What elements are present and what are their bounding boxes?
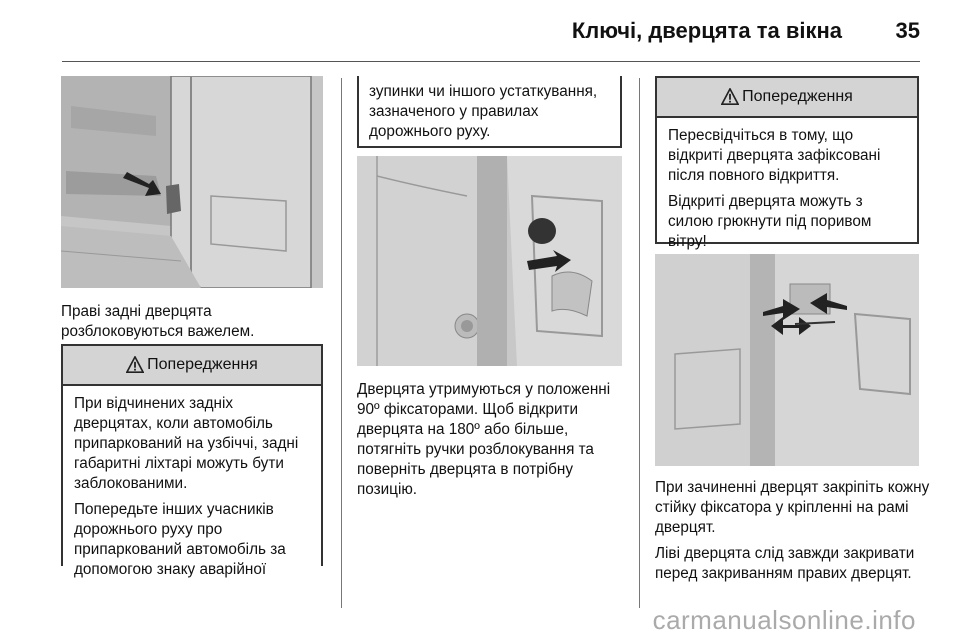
header-divider: [62, 61, 920, 62]
warning-box-right: [655, 76, 919, 250]
right-paragraph: Ліві дверцята слід завжди закривати перед закриванням правих дверцят.: [655, 545, 915, 582]
warning-triangle-icon: [126, 356, 144, 374]
column-divider-left: [341, 78, 342, 608]
warning-heading: Попередження: [147, 356, 258, 373]
middle-caption: Дверцята утримуються у положенні 90º фіксаторами. Щоб відкрити дверцята на 180º або більше, потягніть ручки розблокування та поверніть дверцята в потрібну позицію.: [357, 381, 611, 498]
warning-paragraph: Відкриті дверцята можуть з силою грюкнути під поривом вітру!: [668, 193, 872, 250]
warning-triangle-icon: [721, 88, 739, 106]
rear-door-lever-illustration: [61, 76, 323, 288]
right-paragraph: При зачиненні дверцят закріпіть кожну стійку фіксатора у кріпленні на рамі дверцят.: [655, 479, 930, 536]
warning-header: [657, 78, 917, 118]
page-title: Ключі, дверцята та вікна: [571, 18, 842, 43]
warning-header: [63, 346, 321, 386]
left-caption: Праві задні дверцята розблоковуються важелем.: [61, 303, 255, 340]
watermark: carmanualsonline.info: [652, 605, 916, 635]
door-retainer-illustration: [357, 156, 622, 366]
column-divider-right: [639, 78, 640, 608]
warning-heading: Попередження: [742, 88, 853, 105]
door-frame-retainer-illustration: [655, 254, 919, 466]
warning-paragraph: Попередьте інших учасників дорожнього руху про припаркований автомобіль за допомогою знаку аварійної: [74, 501, 286, 578]
right-text: [655, 478, 930, 590]
warning-box-left: [61, 344, 323, 578]
page-number: 35: [895, 18, 920, 43]
continued-warning-box: [357, 76, 622, 148]
continued-warning-text: зупинки чи іншого устаткування, зазначеного у правилах дорожнього руху.: [369, 83, 598, 140]
warning-paragraph: Пересвідчіться в тому, що відкриті дверцята зафіксовані після повного відкриття.: [668, 127, 881, 184]
warning-paragraph: При відчинених задніх дверцятах, коли автомобіль припаркований на узбіччі, задні габаритні ліхтарі можуть бути заблокованими.: [74, 395, 299, 492]
